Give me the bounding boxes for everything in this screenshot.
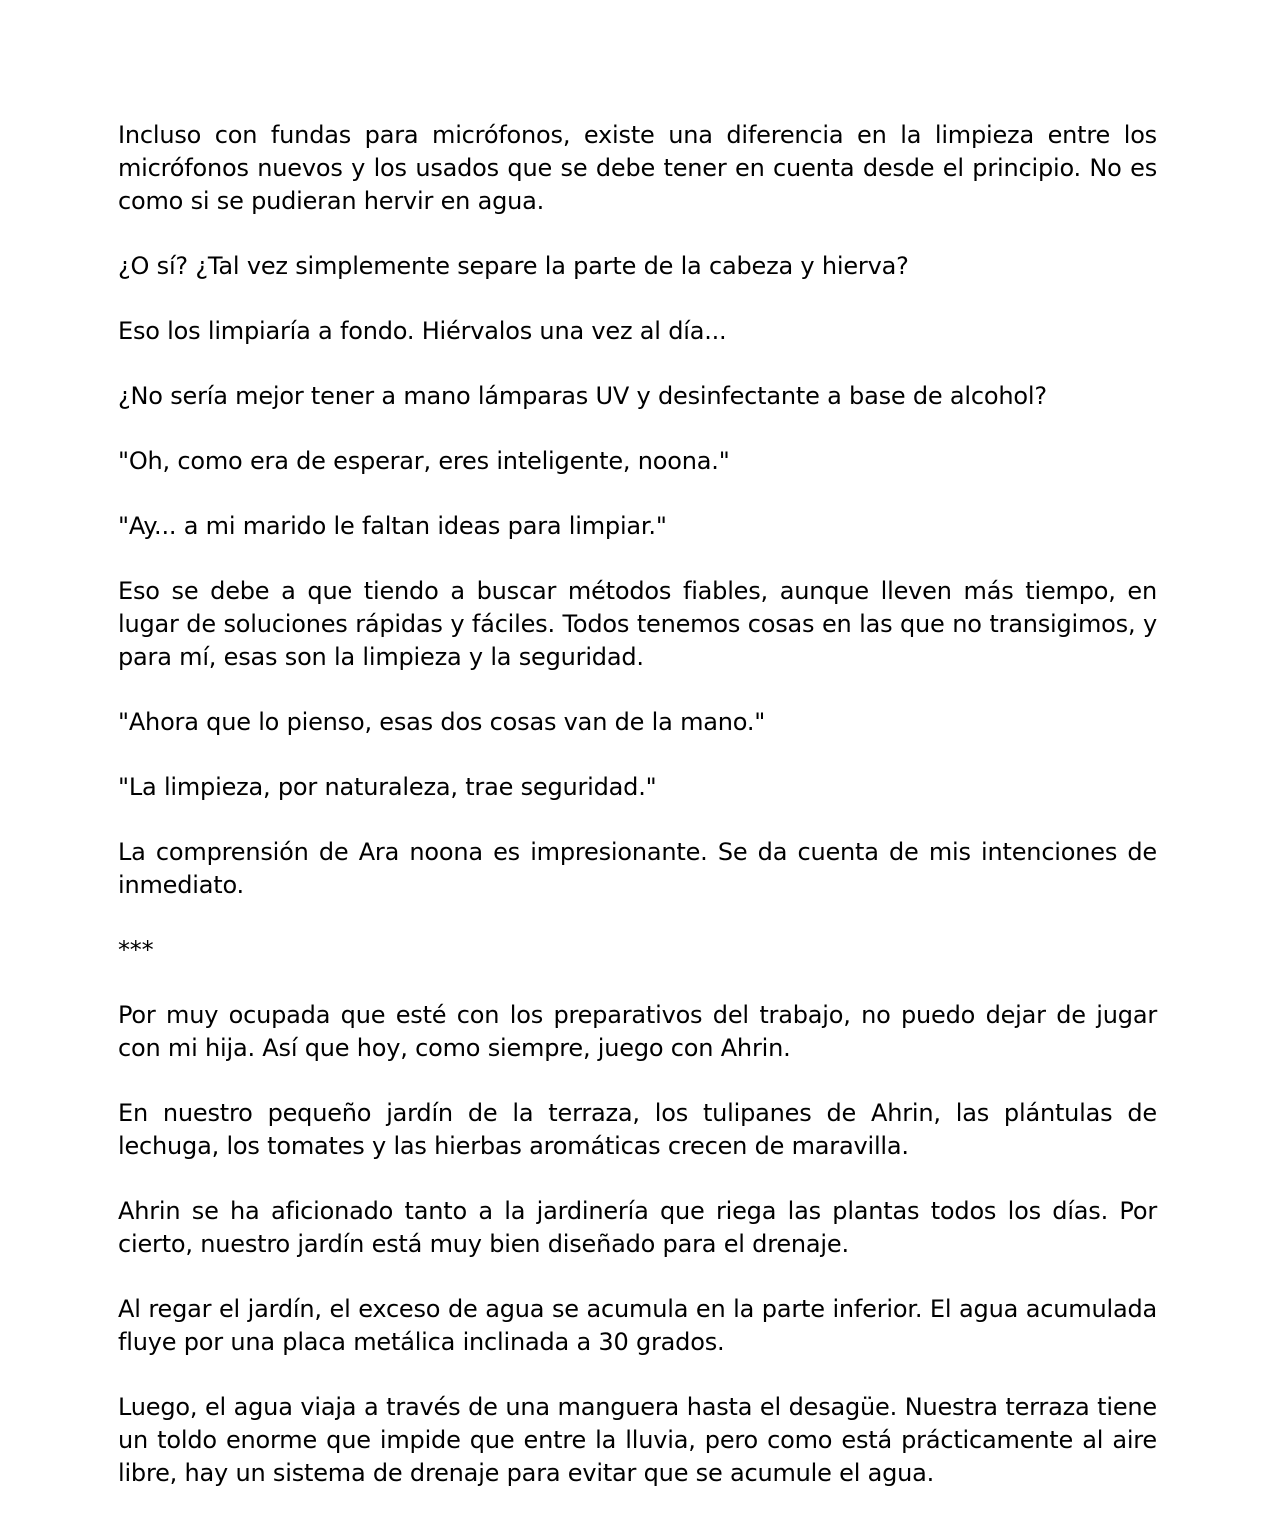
document-page: [118, 119, 1157, 1522]
paragraph-8: "Ahora que lo pienso, esas dos cosas van de la mano.": [118, 708, 766, 736]
paragraph-12: En nuestro pequeño jardín de la terraza, los tulipanes de Ahrin, las plántulas de lechuga, los tomates y las hierbas aromáticas crecen de maravilla.: [118, 1099, 1157, 1160]
paragraph-15: Luego, el agua viaja a través de una manguera hasta el desagüe. Nuestra terraza tiene un toldo enorme que impide que entre la lluvia, pero como está prácticamente al aire libre, hay un sistema de drenaje para evitar que se acumule el agua.: [118, 1393, 1157, 1487]
scene-break: ***: [118, 936, 154, 964]
paragraph-13: Ahrin se ha aficionado tanto a la jardinería que riega las plantas todos los días. Por cierto, nuestro jardín está muy bien diseñado para el drenaje.: [118, 1197, 1157, 1258]
paragraph-11: Por muy ocupada que esté con los preparativos del trabajo, no puedo dejar de jugar con mi hija. Así que hoy, como siempre, juego con Ahrin.: [118, 1001, 1157, 1062]
paragraph-2: ¿O sí? ¿Tal vez simplemente separe la parte de la cabeza y hierva?: [118, 252, 909, 280]
paragraph-7: Eso se debe a que tiendo a buscar métodos fiables, aunque lleven más tiempo, en lugar de soluciones rápidas y fáciles. Todos tenemos cosas en las que no transigimos, y para mí, esas son la limpieza y la seguridad.: [118, 577, 1157, 671]
paragraph-6: "Ay... a mi marido le faltan ideas para limpiar.": [118, 512, 667, 540]
paragraph-9: "La limpieza, por naturaleza, trae seguridad.": [118, 773, 657, 801]
paragraph-3: Eso los limpiaría a fondo. Hiérvalos una vez al día...: [118, 317, 727, 345]
paragraph-5: "Oh, como era de esperar, eres inteligente, noona.": [118, 447, 730, 475]
paragraph-14: Al regar el jardín, el exceso de agua se acumula en la parte inferior. El agua acumulada fluye por una placa metálica inclinada a 30 grados.: [118, 1295, 1157, 1356]
paragraph-1: Incluso con fundas para micrófonos, existe una diferencia en la limpieza entre los micrófonos nuevos y los usados que se debe tener en cuenta desde el principio. No es como si se pudieran hervir en agua.: [118, 121, 1157, 215]
paragraph-4: ¿No sería mejor tener a mano lámparas UV y desinfectante a base de alcohol?: [118, 382, 1047, 410]
paragraph-10: La comprensión de Ara noona es impresionante. Se da cuenta de mis intenciones de inmediato.: [118, 838, 1157, 899]
